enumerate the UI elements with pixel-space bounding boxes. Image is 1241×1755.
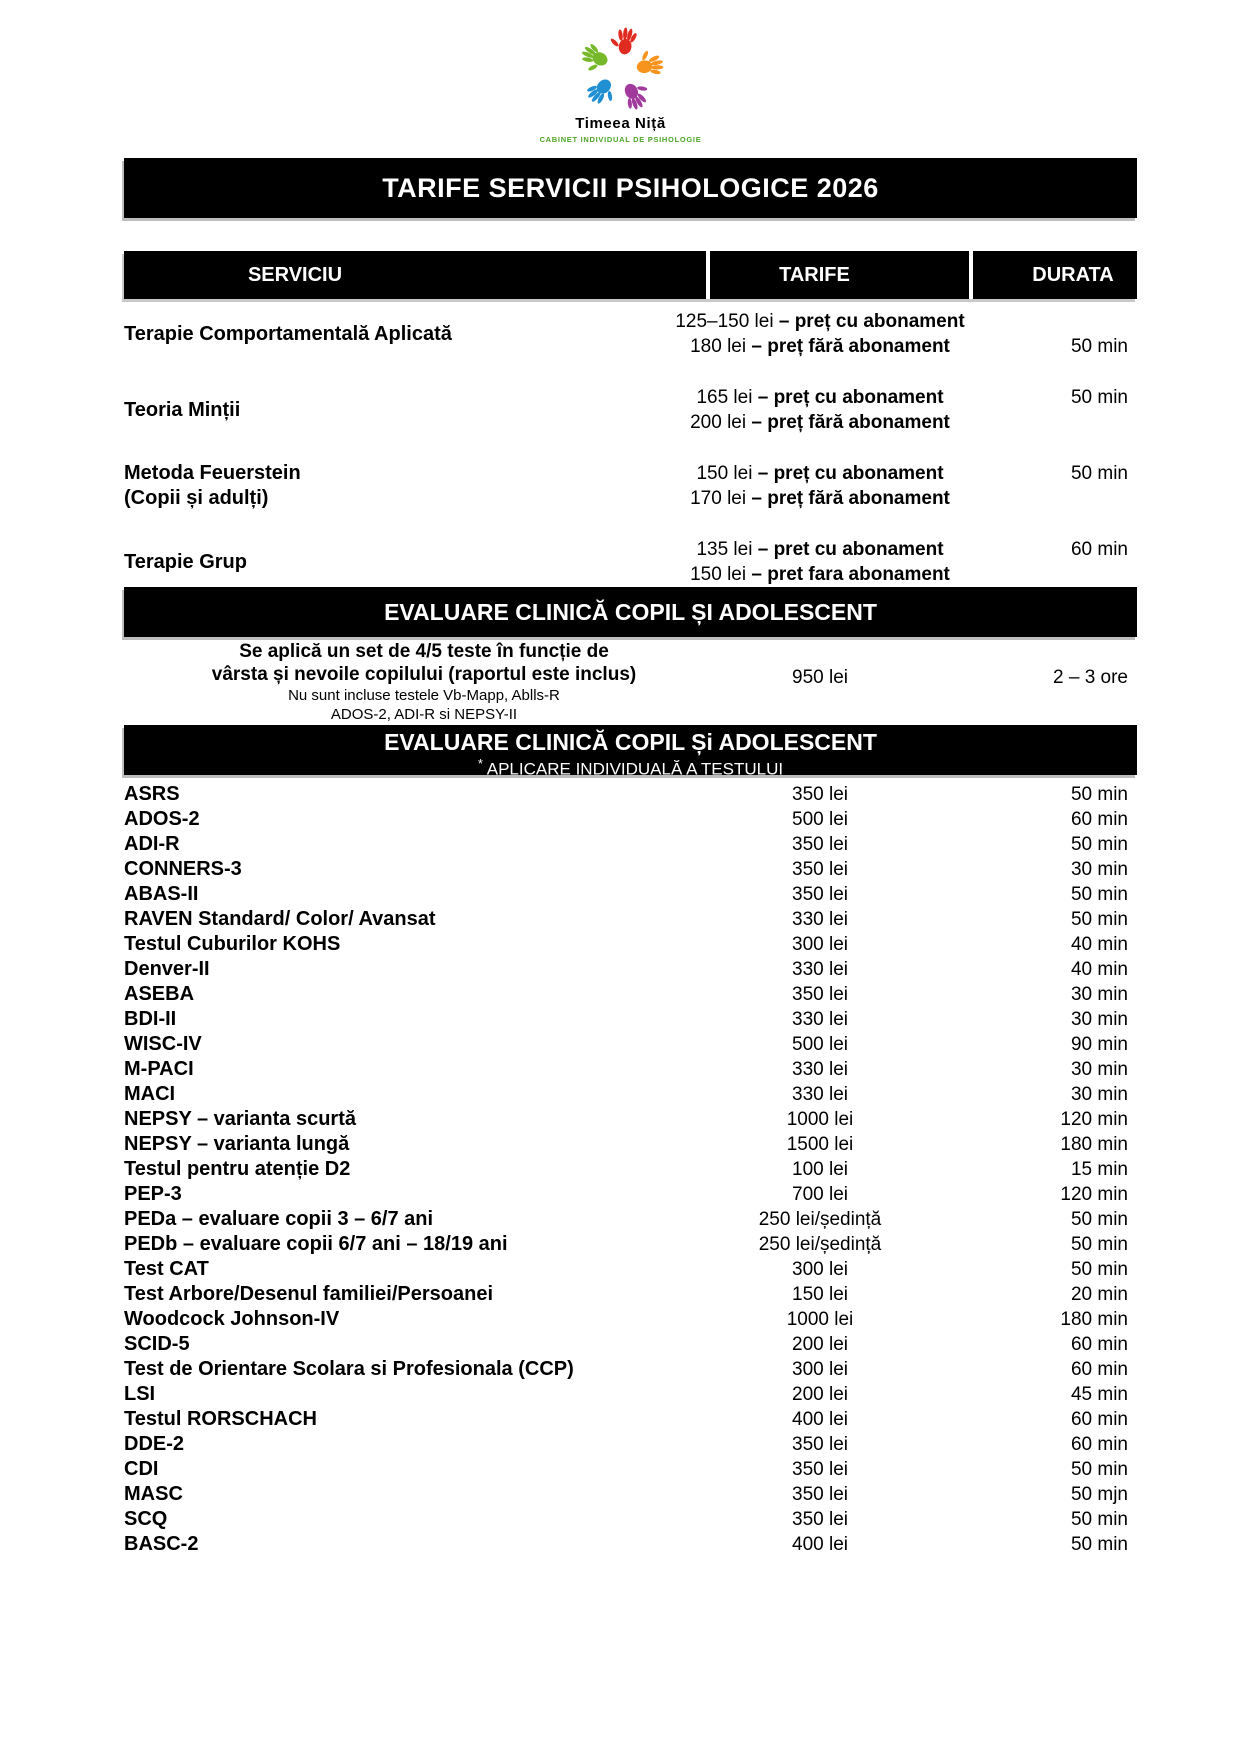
test-duration: 60 min <box>1070 809 1128 830</box>
tariff-condition: – pret fara abonament <box>751 564 950 585</box>
test-price: 150 lei <box>792 1284 848 1305</box>
section-banner-aplicare-individuala <box>124 725 1137 779</box>
column-header-serviciu: SERVICIU <box>124 251 706 299</box>
test-duration: 50 min <box>1070 884 1128 905</box>
test-price: 350 lei <box>792 1509 848 1530</box>
tariff-amount: 170 lei <box>690 488 752 509</box>
test-name: WISC-IV <box>124 1033 202 1055</box>
service-name-line: Terapie Grup <box>124 550 247 573</box>
test-name: SCQ <box>124 1508 168 1530</box>
test-row <box>124 1157 1137 1182</box>
test-name: ASEBA <box>124 983 195 1005</box>
hand-red <box>607 26 638 56</box>
test-price: 200 lei <box>792 1384 848 1405</box>
test-name: ADOS-2 <box>124 808 200 830</box>
test-price: 330 lei <box>792 959 848 980</box>
test-duration: 30 min <box>1070 1084 1128 1105</box>
evaluation-description-line1: Se aplică un set de 4/5 teste în funcție de <box>239 641 609 662</box>
test-price: 350 lei <box>792 1459 848 1480</box>
column-header-durata: DURATA <box>973 251 1137 299</box>
test-row <box>124 1432 1137 1457</box>
test-row <box>124 1007 1137 1032</box>
tariff-line <box>640 334 1000 359</box>
test-row <box>124 1282 1137 1307</box>
test-duration: 50 min <box>1070 1234 1128 1255</box>
evaluation-package-row <box>124 637 1137 725</box>
test-price: 350 lei <box>792 984 848 1005</box>
test-row <box>124 1357 1137 1382</box>
service-row <box>124 537 1137 587</box>
test-name: PEP-3 <box>124 1183 182 1205</box>
section-banner-subtitle <box>124 755 1137 779</box>
tariff-amount: 150 lei <box>690 564 752 585</box>
section-banner-title: EVALUARE CLINICĂ COPIL Și ADOLESCENT <box>384 729 877 755</box>
tariff-line <box>640 410 1000 435</box>
test-duration: 50 min <box>1070 784 1128 805</box>
evaluation-description <box>124 640 724 724</box>
test-duration: 120 min <box>1060 1184 1128 1205</box>
test-row <box>124 1257 1137 1282</box>
test-duration: 45 min <box>1070 1384 1128 1405</box>
test-price: 200 lei <box>792 1334 848 1355</box>
test-row <box>124 1457 1137 1482</box>
tariff-line <box>640 486 1000 511</box>
test-row <box>124 982 1137 1007</box>
test-name: Test CAT <box>124 1258 209 1280</box>
test-row <box>124 1507 1137 1532</box>
service-name-line: Teoria Minții <box>124 398 241 421</box>
test-duration: 60 min <box>1070 1359 1128 1380</box>
test-name: ABAS-II <box>124 883 199 905</box>
test-price: 330 lei <box>792 1009 848 1030</box>
test-duration: 50 min <box>1070 1259 1128 1280</box>
test-row <box>124 1207 1137 1232</box>
tariff-condition: – preț fără abonament <box>751 336 950 357</box>
tariff-line <box>640 537 1000 562</box>
logo-tagline: CABINET INDIVIDUAL DE PSIHOLOGIE <box>539 135 702 144</box>
service-name <box>124 385 640 435</box>
tariff-condition: – preț fără abonament <box>751 488 950 509</box>
test-duration: 50 min <box>1070 834 1128 855</box>
test-name: PEDb – evaluare copii 6/7 ani – 18/19 ani <box>124 1233 508 1255</box>
test-duration: 60 min <box>1070 1434 1128 1455</box>
service-row <box>124 385 1137 435</box>
hand-purple <box>618 77 654 113</box>
test-duration: 30 min <box>1070 1009 1128 1030</box>
test-price: 330 lei <box>792 1059 848 1080</box>
test-row <box>124 1182 1137 1207</box>
test-row <box>124 1482 1137 1507</box>
test-duration: 40 min <box>1070 934 1128 955</box>
test-price: 1500 lei <box>786 1134 854 1155</box>
test-duration: 120 min <box>1060 1109 1128 1130</box>
test-name: PEDa – evaluare copii 3 – 6/7 ani <box>124 1208 434 1230</box>
test-row <box>124 1232 1137 1257</box>
test-price: 330 lei <box>792 1084 848 1105</box>
tariff-line <box>640 385 1000 410</box>
test-row <box>124 807 1137 832</box>
test-duration: 50 mjn <box>1070 1484 1128 1505</box>
tariff-line <box>640 461 1000 486</box>
test-row <box>124 1032 1137 1057</box>
test-duration: 20 min <box>1070 1284 1128 1305</box>
test-duration: 60 min <box>1070 1334 1128 1355</box>
test-name: BASC-2 <box>124 1533 199 1555</box>
test-price: 300 lei <box>792 934 848 955</box>
tariff-condition: – preț cu abonament <box>757 463 944 484</box>
test-price: 350 lei <box>792 884 848 905</box>
test-name: MACI <box>124 1083 176 1105</box>
service-tariff <box>640 385 1000 435</box>
test-row <box>124 782 1137 807</box>
tariff-condition: – preț cu abonament <box>778 311 965 332</box>
test-row <box>124 1057 1137 1082</box>
test-name: Denver-II <box>124 958 210 980</box>
test-price: 700 lei <box>792 1184 848 1205</box>
price-list <box>124 158 1137 1557</box>
test-name: NEPSY – varianta scurtă <box>124 1108 356 1130</box>
service-tariff <box>640 461 1000 511</box>
test-row <box>124 832 1137 857</box>
tariff-line <box>640 562 1000 587</box>
tariff-condition: – pret cu abonament <box>757 539 944 560</box>
test-name: BDI-II <box>124 1008 177 1030</box>
test-name: DDE-2 <box>124 1433 185 1455</box>
tariff-amount: 150 lei <box>696 463 758 484</box>
service-name <box>124 461 640 511</box>
service-name <box>124 309 640 359</box>
test-price: 350 lei <box>792 784 848 805</box>
test-price: 1000 lei <box>786 1109 854 1130</box>
service-name <box>124 537 640 587</box>
test-name: CONNERS-3 <box>124 858 242 880</box>
test-name: ADI-R <box>124 833 180 855</box>
test-duration: 180 min <box>1060 1309 1128 1330</box>
service-duration: 50 min <box>1070 336 1128 357</box>
tariff-condition: – preț fără abonament <box>751 412 950 433</box>
service-duration: 50 min <box>1070 463 1128 484</box>
evaluation-price: 950 lei <box>792 667 848 688</box>
test-row <box>124 1107 1137 1132</box>
test-row <box>124 882 1137 907</box>
tariff-amount: 125–150 lei <box>675 311 779 332</box>
test-price: 400 lei <box>792 1409 848 1430</box>
hand-orange <box>634 48 664 78</box>
service-duration: 50 min <box>1070 387 1128 408</box>
test-price: 1000 lei <box>786 1309 854 1330</box>
logo-name: Timeea Niță <box>575 115 666 132</box>
test-name: Test de Orientare Scolara si Profesionala (CCP) <box>124 1358 574 1380</box>
test-duration: 30 min <box>1070 1059 1128 1080</box>
test-name: LSI <box>124 1383 156 1405</box>
evaluation-note-line2: ADOS-2, ADI-R si NEPSY-II <box>330 706 518 723</box>
logo-hands-icon <box>573 26 669 114</box>
test-price: 500 lei <box>792 1034 848 1055</box>
table-header <box>124 251 1137 299</box>
test-name: Woodcock Johnson-IV <box>124 1308 340 1330</box>
test-price: 300 lei <box>792 1359 848 1380</box>
test-name: CDI <box>124 1458 159 1480</box>
service-name-line: Metoda Feuerstein <box>124 462 301 484</box>
test-name: Testul Cuburilor KOHS <box>124 933 341 955</box>
test-duration: 15 min <box>1070 1159 1128 1180</box>
tariff-amount: 165 lei <box>696 387 758 408</box>
test-row <box>124 1382 1137 1407</box>
tariff-amount: 200 lei <box>690 412 752 433</box>
test-name: ASRS <box>124 783 180 805</box>
service-tariff <box>640 537 1000 587</box>
test-duration: 60 min <box>1070 1409 1128 1430</box>
test-name: M-PACI <box>124 1058 194 1080</box>
test-price: 350 lei <box>792 834 848 855</box>
evaluation-description-line2: vârsta și nevoile copilului (raportul este inclus) <box>211 664 637 685</box>
test-price: 250 lei/ședință <box>758 1234 882 1255</box>
hand-blue <box>582 74 620 112</box>
service-tariff <box>640 309 1000 359</box>
test-row <box>124 1532 1137 1557</box>
test-price: 500 lei <box>792 809 848 830</box>
test-name: Testul RORSCHACH <box>124 1408 317 1430</box>
tariff-amount: 135 lei <box>696 539 758 560</box>
service-row <box>124 461 1137 511</box>
test-row <box>124 957 1137 982</box>
test-row <box>124 1132 1137 1157</box>
test-name: Testul pentru atenție D2 <box>124 1158 351 1180</box>
test-row <box>124 1082 1137 1107</box>
test-price: 350 lei <box>792 1434 848 1455</box>
column-header-tarife: TARIFE <box>710 251 969 299</box>
test-row <box>124 1307 1137 1332</box>
test-duration: 50 min <box>1070 909 1128 930</box>
tariff-amount: 180 lei <box>690 336 752 357</box>
evaluation-note-line1: Nu sunt incluse testele Vb-Mapp, Ablls-R <box>288 687 560 704</box>
test-duration: 40 min <box>1070 959 1128 980</box>
test-price: 300 lei <box>792 1259 848 1280</box>
evaluation-duration: 2 – 3 ore <box>1053 667 1128 688</box>
test-name: NEPSY – varianta lungă <box>124 1133 350 1155</box>
tariff-condition: – preț cu abonament <box>757 387 944 408</box>
test-duration: 50 min <box>1070 1209 1128 1230</box>
hand-green <box>575 41 611 77</box>
service-name-line: Terapie Comportamentală Aplicată <box>124 322 452 345</box>
title-banner: TARIFE SERVICII PSIHOLOGICE 2026 <box>124 158 1137 218</box>
section-banner-subtitle-text: APLICARE INDIVIDUALĂ A TESTULUI <box>482 759 784 779</box>
services-table <box>124 309 1137 587</box>
test-name: RAVEN Standard/ Color/ Avansat <box>124 908 436 930</box>
test-duration: 30 min <box>1070 859 1128 880</box>
test-name: SCID-5 <box>124 1333 190 1355</box>
test-duration: 30 min <box>1070 984 1128 1005</box>
service-row <box>124 309 1137 359</box>
test-price: 250 lei/ședință <box>758 1209 882 1230</box>
test-name: MASC <box>124 1483 183 1505</box>
test-row <box>124 907 1137 932</box>
test-duration: 50 min <box>1070 1459 1128 1480</box>
section-banner-evaluare-clinica: EVALUARE CLINICĂ COPIL ȘI ADOLESCENT <box>124 587 1137 637</box>
asterisk: * <box>477 756 483 771</box>
test-name: Test Arbore/Desenul familiei/Persoanei <box>124 1283 494 1305</box>
test-duration: 90 min <box>1070 1034 1128 1055</box>
test-duration: 180 min <box>1060 1134 1128 1155</box>
test-duration: 50 min <box>1070 1534 1128 1555</box>
tariff-line <box>640 309 1000 334</box>
tests-table <box>124 782 1137 1557</box>
test-price: 350 lei <box>792 859 848 880</box>
logo <box>0 26 1241 144</box>
test-price: 350 lei <box>792 1484 848 1505</box>
service-name-line: (Copii și adulți) <box>124 487 269 509</box>
test-duration: 50 min <box>1070 1509 1128 1530</box>
test-row <box>124 932 1137 957</box>
test-price: 400 lei <box>792 1534 848 1555</box>
service-duration: 60 min <box>1070 539 1128 560</box>
test-price: 100 lei <box>792 1159 848 1180</box>
test-row <box>124 1407 1137 1432</box>
test-price: 330 lei <box>792 909 848 930</box>
test-row <box>124 1332 1137 1357</box>
test-row <box>124 857 1137 882</box>
